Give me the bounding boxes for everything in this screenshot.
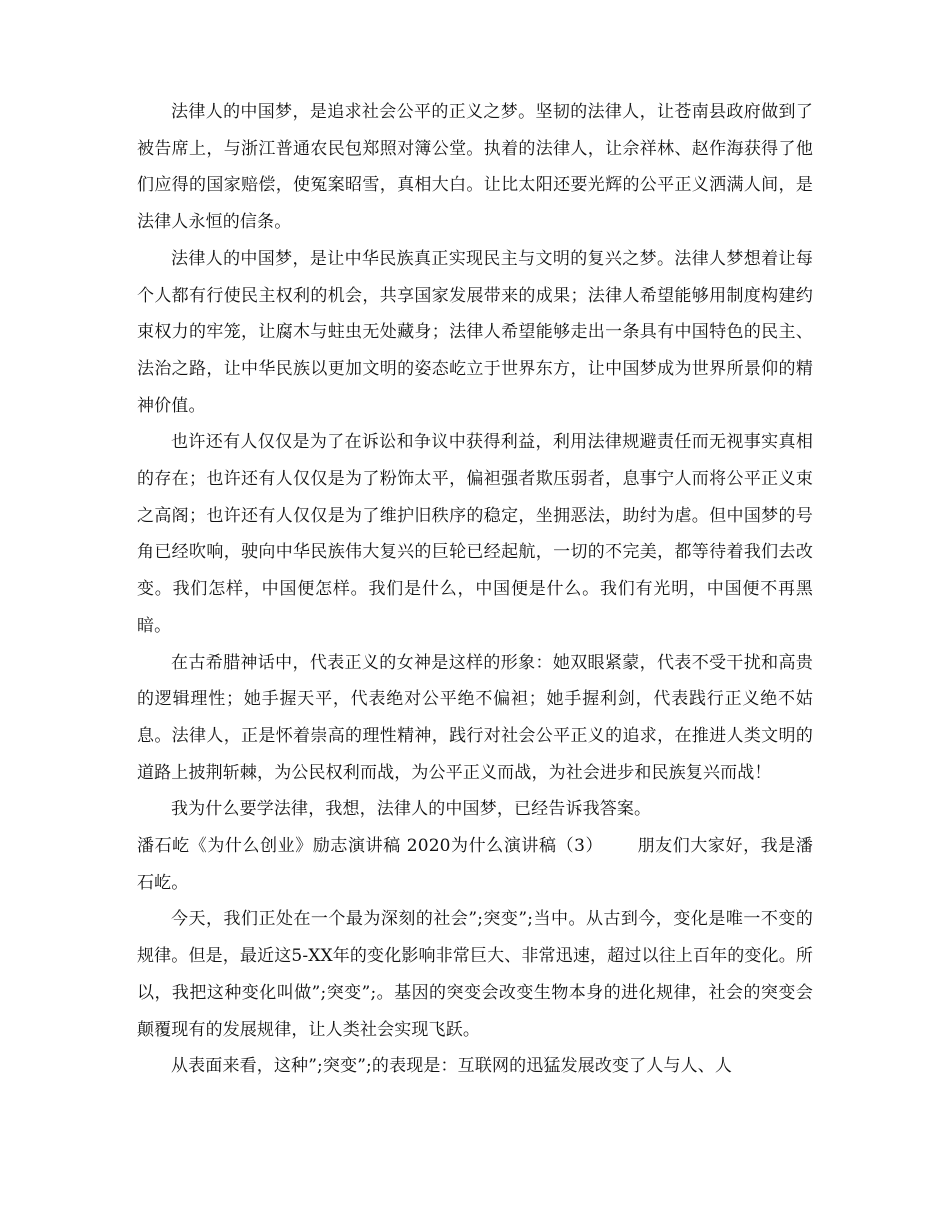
document-body <box>137 94 813 1085</box>
paragraph-1: 法律人的中国梦，是追求社会公平的正义之梦。坚韧的法律人，让苍南县政府做到了被告席上，与浙江普通农民包郑照对簿公堂。执着的法律人，让佘祥林、赵作海获得了他们应得的国家赔偿，使冤案昭雪，真相大白。让比太阳还要光辉的公平正义洒满人间，是法律人永恒的信条。 <box>137 102 813 233</box>
speech-heading-line <box>137 828 813 901</box>
paragraph-3: 也许还有人仅仅是为了在诉讼和争议中获得利益，利用法律规避责任而无视事实真相的存在；也许还有人仅仅是为了粉饰太平，偏袒强者欺压弱者，息事宁人而将公平正义束之高阁；也许还有人仅仅是为了维护旧秩序的稳定，坐拥恶法，助纣为虐。但中国梦的号角已经吹响，驶向中华民族伟大复兴的巨轮已经起航，一切的不完美，都等待着我们去改变。我们怎样，中国便怎样。我们是什么，中国便是什么。我们有光明，中国便不再黑暗。 <box>137 432 813 636</box>
speech-greeting: 朋友们大家好，我是潘石屹。 <box>137 836 813 893</box>
paragraph-5: 我为什么要学法律，我想，法律人的中国梦，已经告诉我答案。 <box>171 799 652 820</box>
paragraph-4: 在古希腊神话中，代表正义的女神是这样的形象：她双眼紧蒙，代表不受干扰和高贵的逻辑理性；她手握天平，代表绝对公平绝不偏袒；她手握利剑，代表践行正义绝不姑息。法律人，正是怀着崇高的理性精神，践行对社会公平正义的追求，在推进人类文明的道路上披荆斩棘，为公民权利而战，为公平正义而战，为社会进步和民族复兴而战！ <box>137 652 813 783</box>
paragraph-6: 今天，我们正处在一个最为深刻的社会”;突变”;当中。从古到今，变化是唯一不变的规律。但是，最近这5-XX年的变化影响非常巨大、非常迅速，超过以往上百年的变化。所以，我把这种变化叫做”;突变”;。基因的突变会改变生物本身的进化规律，社会的突变会颠覆现有的发展规律，让人类社会实现飞跃。 <box>137 909 813 1040</box>
speech-title: 潘石屹《为什么创业》励志演讲稿 2020为什么演讲稿（3） <box>137 836 604 857</box>
paragraph-7: 从表面来看，这种”;突变”;的表现是：互联网的迅猛发展改变了人与人、人 <box>171 1056 733 1077</box>
paragraph-2: 法律人的中国梦，是让中华民族真正实现民主与文明的复兴之梦。法律人梦想着让每个人都有行使民主权利的机会，共享国家发展带来的成果；法律人希望能够用制度构建约束权力的牢笼，让腐木与蛀虫无处藏身；法律人希望能够走出一条具有中国特色的民主、法治之路，让中华民族以更加文明的姿态屹立于世界东方，让中国梦成为世界所景仰的精神价值。 <box>137 248 813 416</box>
